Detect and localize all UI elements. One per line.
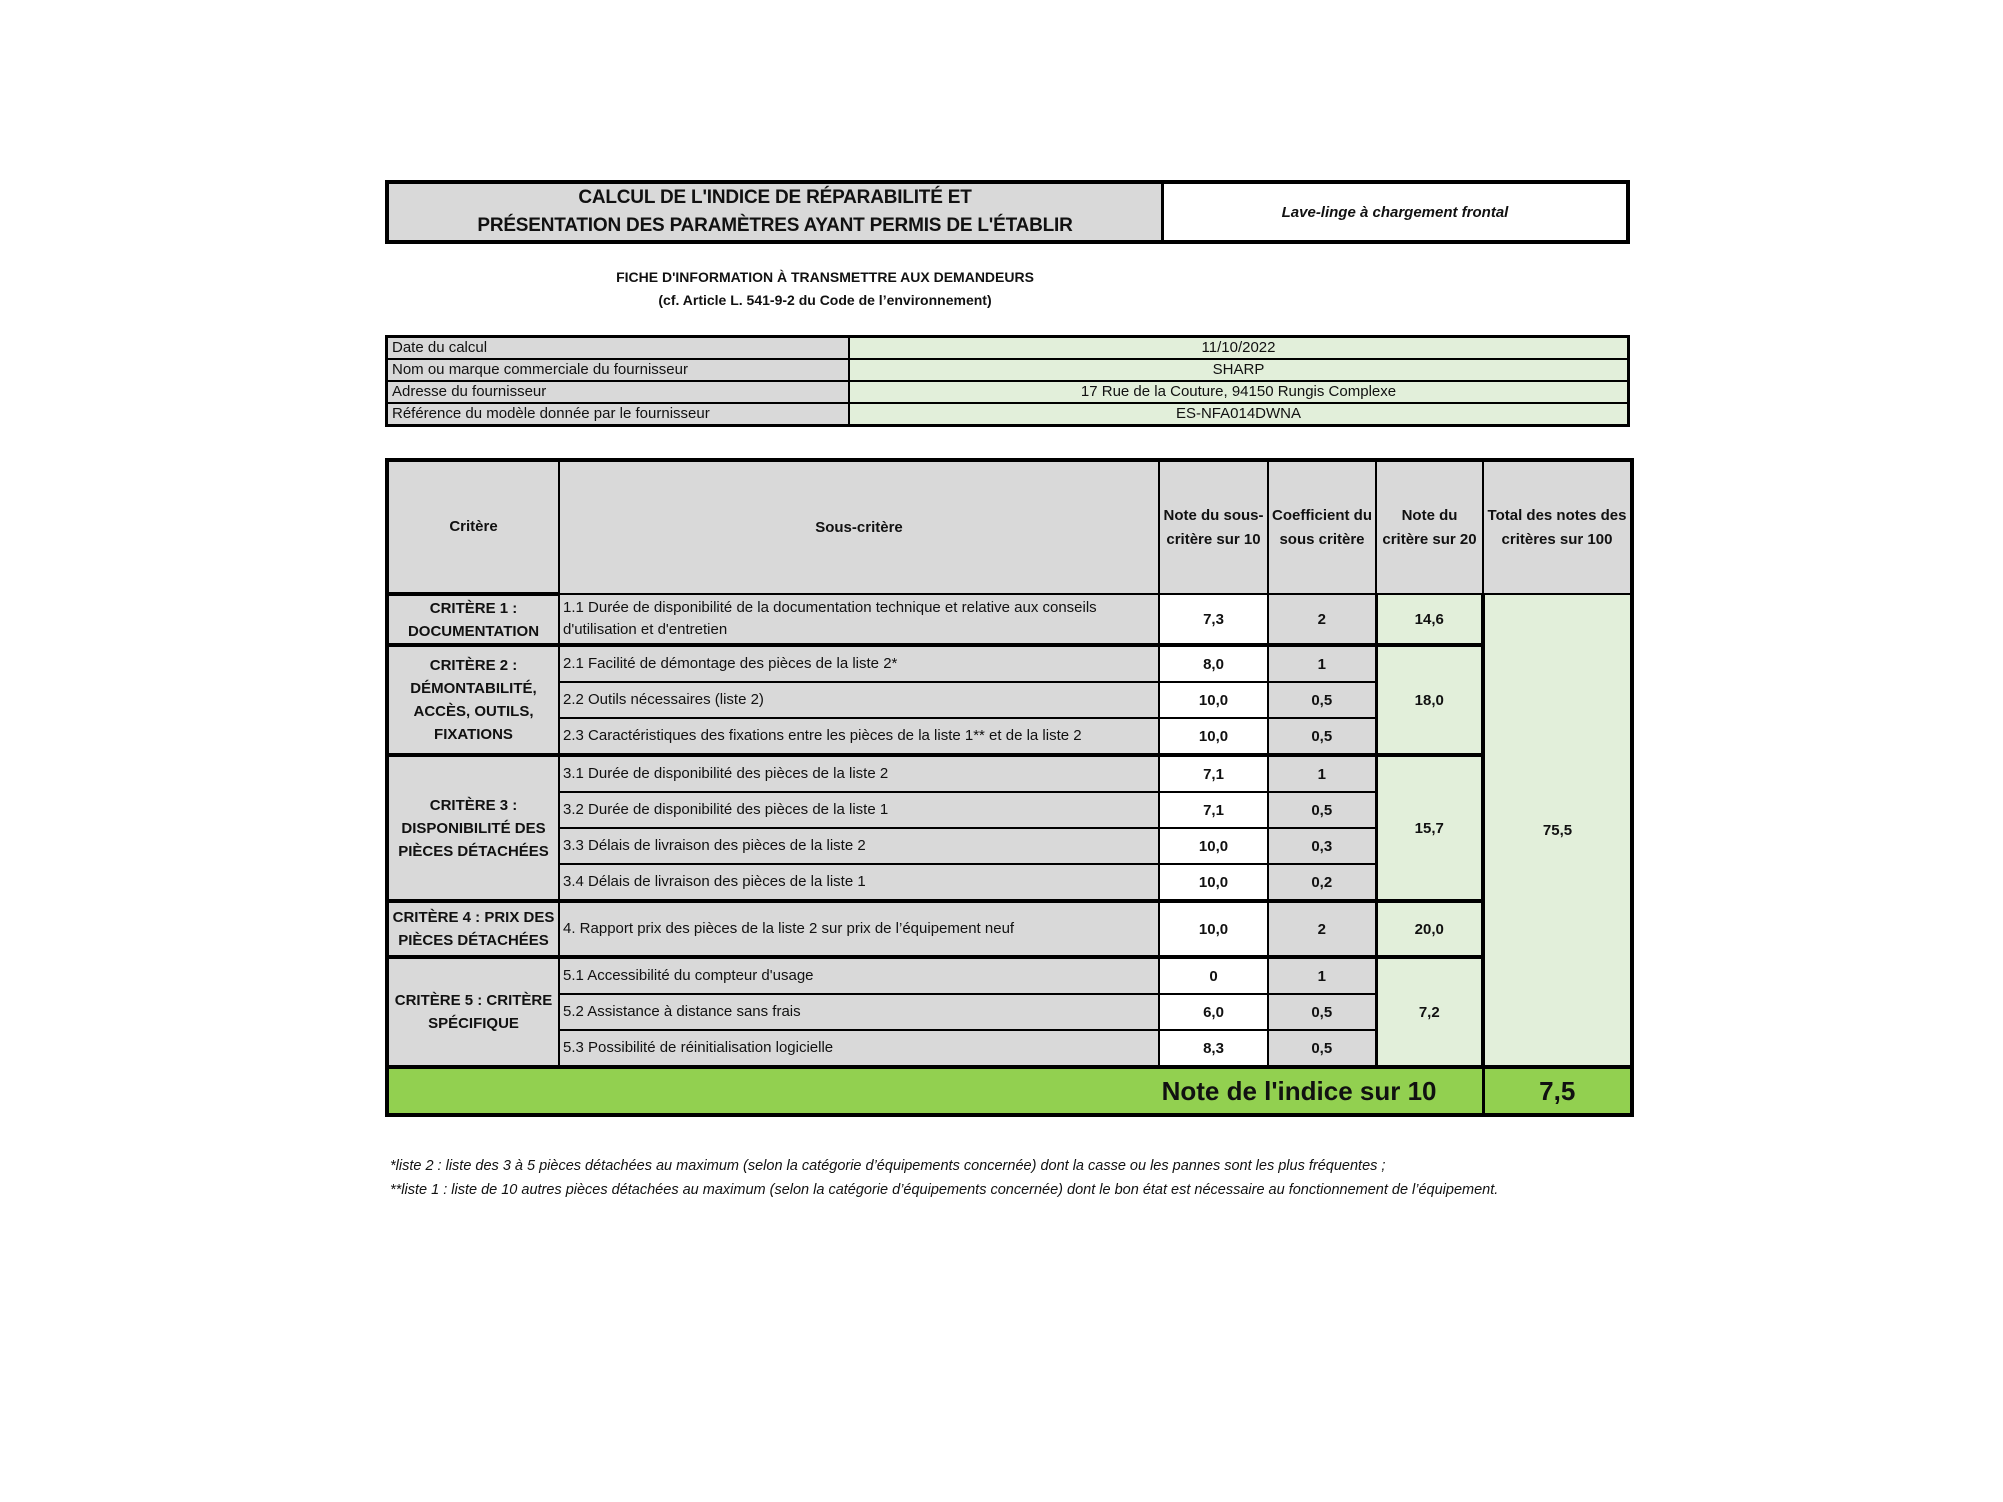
- table-row: [387, 901, 1632, 957]
- sub-criterion-coef: 1: [1268, 645, 1376, 682]
- header-coefficient: Coefficient du sous critère: [1268, 460, 1376, 594]
- sub-criterion-label: 2.1 Facilité de démontage des pièces de la liste 2*: [559, 645, 1159, 682]
- final-score-row: [387, 1067, 1632, 1115]
- subtitle-line-2: (cf. Article L. 541-9-2 du Code de l’environnement): [658, 292, 992, 308]
- title-line-1: CALCUL DE L'INDICE DE RÉPARABILITÉ ET: [578, 187, 972, 208]
- info-value: SHARP: [849, 359, 1629, 381]
- final-score-value: 7,5: [1483, 1067, 1632, 1115]
- sub-criterion-coef: 0,5: [1268, 792, 1376, 828]
- sub-criterion-note: 6,0: [1159, 994, 1268, 1030]
- info-label: Adresse du fournisseur: [387, 381, 850, 403]
- sub-criterion-coef: 1: [1268, 755, 1376, 792]
- table-row: [387, 957, 1632, 994]
- header-note-critere: Note du critère sur 20: [1376, 460, 1483, 594]
- info-value: ES-NFA014DWNA: [849, 403, 1629, 426]
- criterion-label: CRITÈRE 3 : DISPONIBILITÉ DES PIÈCES DÉTACHÉES: [387, 755, 559, 901]
- table-row: [387, 755, 1632, 792]
- supplier-info-table: [385, 335, 1630, 427]
- sub-criterion-coef: 2: [1268, 901, 1376, 957]
- info-label: Référence du modèle donnée par le fournisseur: [387, 403, 850, 426]
- criterion-score: 7,2: [1376, 957, 1483, 1067]
- sub-criterion-label: 2.2 Outils nécessaires (liste 2): [559, 682, 1159, 718]
- criterion-label: CRITÈRE 1 : DOCUMENTATION: [387, 594, 559, 645]
- sub-criterion-coef: 2: [1268, 594, 1376, 645]
- sub-criterion-note: 7,1: [1159, 755, 1268, 792]
- sub-criterion-coef: 0,3: [1268, 828, 1376, 864]
- sub-criterion-label: 3.3 Délais de livraison des pièces de la liste 2: [559, 828, 1159, 864]
- title-block: [385, 180, 1630, 244]
- table-row: [387, 645, 1632, 682]
- criterion-label: CRITÈRE 4 : PRIX DES PIÈCES DÉTACHÉES: [387, 901, 559, 957]
- info-row-address: [387, 381, 1629, 403]
- info-row-model: [387, 403, 1629, 426]
- footnote-liste-2: *liste 2 : liste des 3 à 5 pièces détachées au maximum (selon la catégorie d’équipements concernée) dont la casse ou les pannes sont les plus fréquentes ;: [390, 1158, 1386, 1174]
- sub-criterion-label: 3.2 Durée de disponibilité des pièces de la liste 1: [559, 792, 1159, 828]
- header-row: [387, 460, 1632, 594]
- sub-criterion-coef: 0,5: [1268, 718, 1376, 755]
- total-score: 75,5: [1483, 594, 1632, 1067]
- header-note-sous-critere: Note du sous-critère sur 10: [1159, 460, 1268, 594]
- repairability-table: [385, 458, 1634, 1117]
- sub-criterion-note: 7,1: [1159, 792, 1268, 828]
- info-value: 11/10/2022: [849, 337, 1629, 360]
- sub-criterion-coef: 0,5: [1268, 1030, 1376, 1067]
- info-label: Date du calcul: [387, 337, 850, 360]
- sub-criterion-note: 10,0: [1159, 682, 1268, 718]
- criterion-score: 20,0: [1376, 901, 1483, 957]
- header-total: Total des notes des critères sur 100: [1483, 460, 1632, 594]
- sub-criterion-label: 5.3 Possibilité de réinitialisation logicielle: [559, 1030, 1159, 1067]
- sub-criterion-note: 8,0: [1159, 645, 1268, 682]
- sub-criterion-coef: 0,5: [1268, 682, 1376, 718]
- table-row: [387, 594, 1632, 645]
- sub-criterion-label: 5.1 Accessibilité du compteur d'usage: [559, 957, 1159, 994]
- sub-criterion-note: 10,0: [1159, 718, 1268, 755]
- sub-criterion-note: 10,0: [1159, 864, 1268, 901]
- subtitle-line-1: FICHE D'INFORMATION À TRANSMETTRE AUX DEMANDEURS: [616, 269, 1034, 285]
- document-title: [389, 184, 1164, 240]
- sub-criterion-label: 5.2 Assistance à distance sans frais: [559, 994, 1159, 1030]
- info-row-brand: [387, 359, 1629, 381]
- header-sous-critere: Sous-critère: [559, 460, 1159, 594]
- criterion-score: 14,6: [1376, 594, 1483, 645]
- sub-criterion-note: 0: [1159, 957, 1268, 994]
- sub-criterion-label: 3.4 Délais de livraison des pièces de la liste 1: [559, 864, 1159, 901]
- criterion-label: CRITÈRE 5 : CRITÈRE SPÉCIFIQUE: [387, 957, 559, 1067]
- sub-criterion-note: 10,0: [1159, 901, 1268, 957]
- sub-criterion-note: 10,0: [1159, 828, 1268, 864]
- product-type: Lave-linge à chargement frontal: [1164, 184, 1626, 240]
- sub-criterion-note: 7,3: [1159, 594, 1268, 645]
- footnotes: [390, 1154, 1640, 1202]
- final-score-label: Note de l'indice sur 10: [387, 1067, 1483, 1115]
- sub-criterion-coef: 0,5: [1268, 994, 1376, 1030]
- criterion-score: 18,0: [1376, 645, 1483, 755]
- header-critere: Critère: [387, 460, 559, 594]
- sub-criterion-label: 2.3 Caractéristiques des fixations entre les pièces de la liste 1** et de la liste 2: [559, 718, 1159, 755]
- sub-criterion-coef: 1: [1268, 957, 1376, 994]
- subtitle: [385, 266, 1265, 312]
- sub-criterion-note: 8,3: [1159, 1030, 1268, 1067]
- sub-criterion-coef: 0,2: [1268, 864, 1376, 901]
- info-row-date: [387, 337, 1629, 360]
- sub-criterion-label: 1.1 Durée de disponibilité de la documentation technique et relative aux conseils d'utilisation et d'entretien: [559, 594, 1159, 645]
- sub-criterion-label: 3.1 Durée de disponibilité des pièces de la liste 2: [559, 755, 1159, 792]
- footnote-liste-1: **liste 1 : liste de 10 autres pièces détachées au maximum (selon la catégorie d’équipements concernée) dont le bon état est nécessaire au fonctionnement de l’équipement.: [390, 1182, 1499, 1198]
- criterion-label: CRITÈRE 2 : DÉMONTABILITÉ, ACCÈS, OUTILS, FIXATIONS: [387, 645, 559, 755]
- info-value: 17 Rue de la Couture, 94150 Rungis Complexe: [849, 381, 1629, 403]
- criterion-score: 15,7: [1376, 755, 1483, 901]
- sub-criterion-label: 4. Rapport prix des pièces de la liste 2 sur prix de l’équipement neuf: [559, 901, 1159, 957]
- title-line-2: PRÉSENTATION DES PARAMÈTRES AYANT PERMIS DE L'ÉTABLIR: [477, 215, 1073, 236]
- info-label: Nom ou marque commerciale du fournisseur: [387, 359, 850, 381]
